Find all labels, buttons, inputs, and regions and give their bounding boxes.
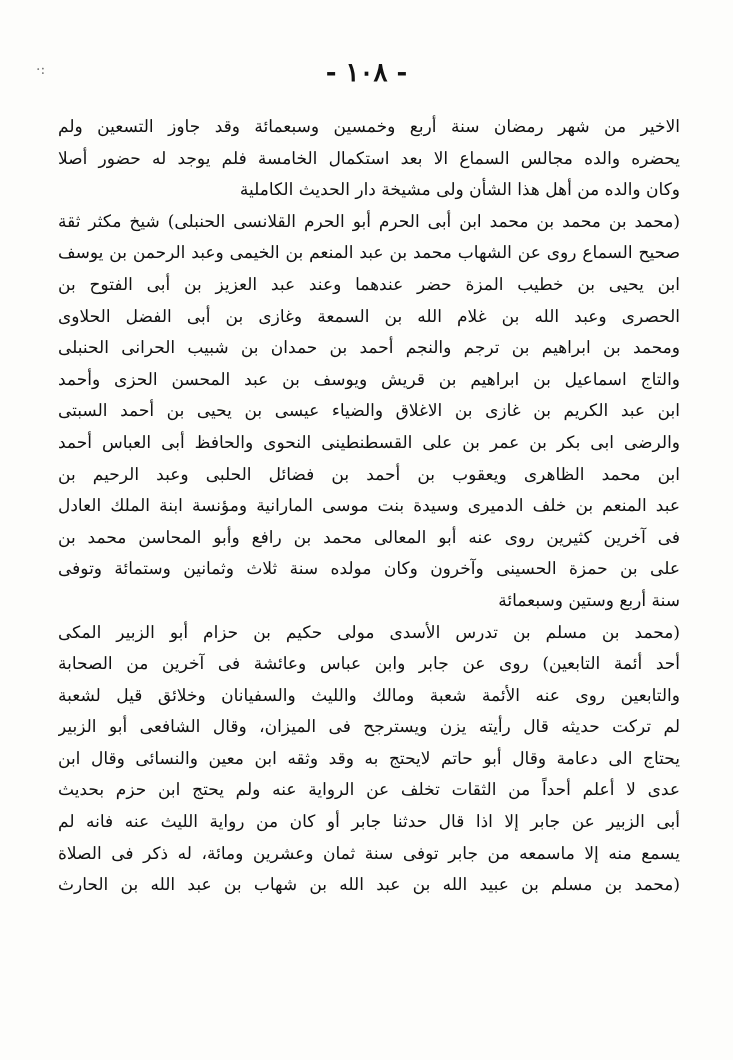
text-line: يحتاج الى دعامة وقال أبو حاتم لايحتج به وقد وثقه ابن معين والنسائى وقال ابن <box>58 748 680 769</box>
page-number: - ١٠٨ - <box>325 58 408 88</box>
text-line: والرضى ابى بكر بن عمر بن على القسطنطينى النحوى والحافظ أبى العباس أحمد <box>58 432 680 453</box>
text-line: الاخير من شهر رمضان سنة أربع وخمسين وسبعمائة وقد جاوز التسعين ولم <box>58 117 680 137</box>
body-text <box>58 112 680 902</box>
text-line: (محمد بن محمد بن محمد ابن أبى الحرم أبو الحرم القلانسى الحنبلى) شيخ مكثر ثقة <box>58 211 680 232</box>
text-line: والتاج اسماعيل بن ابراهيم بن قريش ويوسف بن عبد المحسن الحزى وأحمد <box>58 369 680 390</box>
text-line: والتابعين روى عنه الأئمة شعبة ومالك والليث والسفيانان وخلائق قيل لشعبة <box>58 685 680 706</box>
scan-speck: ·: <box>36 62 46 78</box>
text-line: صحيح السماع روى عن الشهاب محمد بن عبد المنعم بن الخيمى وعبد الرحمن بن يوسف <box>58 243 680 264</box>
text-line: الحصرى وعبد الله بن غلام الله بن السمعة وغازى بن أبى الفضل الحلاوى <box>58 306 680 327</box>
text-line: يحضره والده مجالس السماع الا بعد استكمال الخامسة فلم يوجد له حضور أصلا <box>58 148 680 169</box>
text-line: أحد أئمة التابعين) روى عن جابر وابن عباس وعائشة فى آخرين من الصحابة <box>58 654 680 675</box>
text-line: يسمع منه إلا ماسمعه من جابر توفى سنة ثمان وعشرين ومائة، له ذكر فى الصلاة <box>58 843 680 864</box>
text-line: سنة أربع وستين وسبعمائة <box>498 590 680 611</box>
text-line: فى آخرين كثيرين روى عنه أبو المعالى محمد بن رافع وأبو المحاسن محمد بن <box>58 527 680 548</box>
text-line: عبد المنعم بن خلف الدميرى وسيدة بنت موسى المارانية ومؤنسة ابنة الملك العادل <box>58 496 680 517</box>
text-line: ابن عبد الكريم بن غازى بن الاغلاق والضياء عيسى بن يحيى بن أحمد السبتى <box>58 401 680 422</box>
text-line: لم تركت حديثه قال رأيته يزن ويسترجح فى الميزان، وقال الشافعى أبو الزبير <box>58 717 680 738</box>
text-line: على بن حمزة الحسينى وآخرون وكان مولده سنة ثلاث وثمانين وستمائة وتوفى <box>58 559 680 580</box>
text-line: عدى لا أعلم أحداً من الثقات تخلف عن الرواية عنه ولم يحتج ابن حزم بحديث <box>58 780 680 801</box>
text-line: أبى الزبير عن جابر إلا اذا قال حدثنا جابر أو كان من رواية الليث عنه فانه لم <box>58 812 680 833</box>
text-line: ابن يحيى بن خطيب المزة حضر عندهما وعند عبد العزيز بن أبى الفتوح بن <box>58 274 680 295</box>
text-line: (محمد بن مسلم بن تدرس الأسدى مولى حكيم بن حزام أبو الزبير المكى <box>58 622 680 643</box>
text-line: ومحمد بن ابراهيم بن ترجم والنجم أحمد بن حمدان بن شبيب الحرانى الحنبلى <box>58 338 680 359</box>
text-line: ابن محمد الظاهرى ويعقوب بن أحمد بن فضائل الحلبى وعبد الرحيم بن <box>58 464 680 485</box>
text-line: وكان والده من أهل هذا الشأن ولى مشيخة دار الحديث الكاملية <box>239 180 680 201</box>
text-line: (محمد بن مسلم بن عبيد الله بن عبد الله بن شهاب بن عبد الله بن الحارث <box>58 875 680 896</box>
